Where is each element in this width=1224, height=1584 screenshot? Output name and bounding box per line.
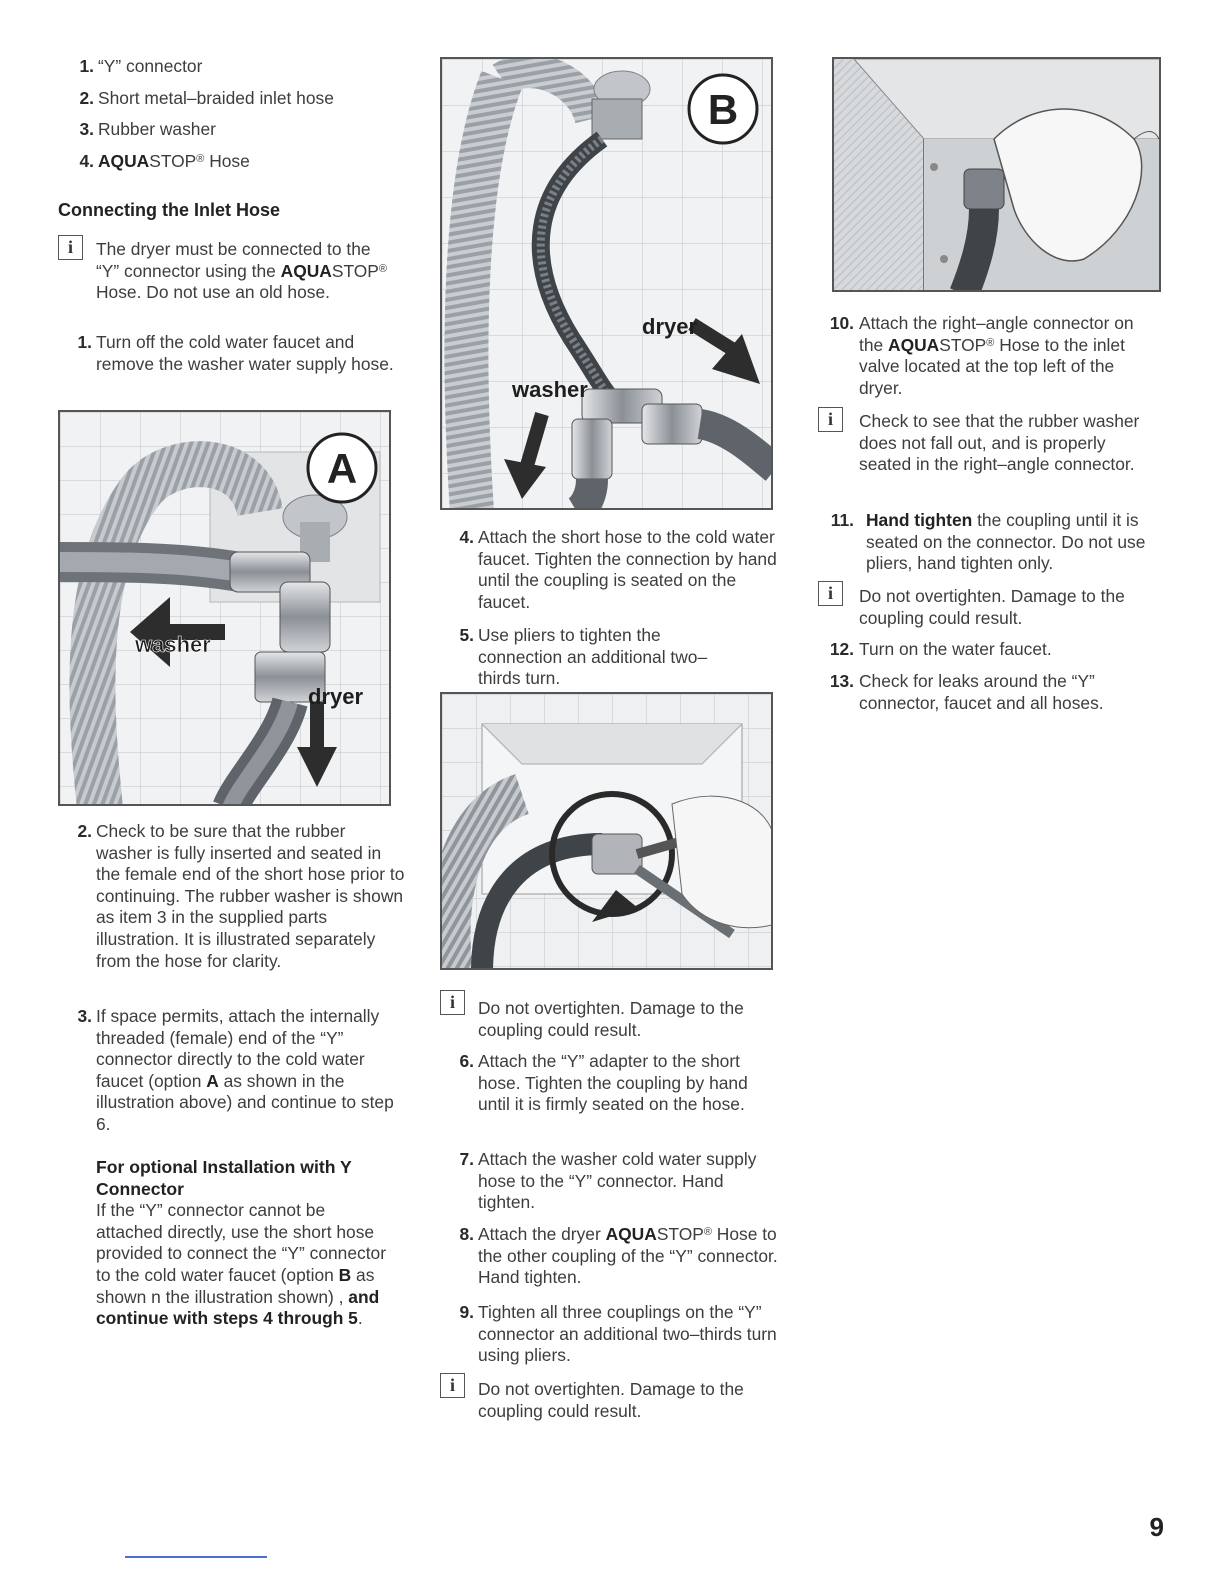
figure-b-washer-label: washer (512, 377, 588, 402)
brand-rest: STOP (656, 1224, 704, 1244)
brand-rest: STOP (331, 260, 379, 281)
figure-pliers-drawing (442, 694, 773, 970)
optional-text: as shown n the illustration shown) , (96, 1264, 375, 1307)
step-text: Attach the short hose to the cold water faucet. Tighten the connection by hand until the coupling is seated on the faucet. (478, 527, 777, 612)
step-text: Turn on the water faucet. (859, 639, 1052, 659)
list-number: 1. (79, 56, 94, 76)
step-text: Hose to the inlet valve located at the top left of the dryer. (859, 334, 1125, 398)
step-text: Attach the dryer (478, 1224, 606, 1244)
figure-a-drawing (60, 412, 391, 806)
step-number: 5. (459, 625, 474, 645)
registered-mark: ® (378, 262, 388, 275)
step-text: as shown in the illustration above) and continue to step 6. (96, 1070, 394, 1134)
info-icon: i (818, 407, 843, 432)
optional-heading: For optional Installation with Y Connector (96, 1157, 352, 1199)
info-note: Do not overtighten. Damage to the coupling could result. (478, 1379, 744, 1421)
figure-a-illustration (58, 410, 391, 806)
optional-installation-section (96, 1157, 396, 1330)
step-number: 11. (830, 510, 854, 530)
step-text: Turn off the cold water faucet and remove the washer water supply hose. (96, 332, 394, 374)
step-text: Attach the right–angle connector on the (859, 313, 1134, 355)
step-emphasis: Hand tighten (866, 510, 973, 530)
brand-bold: AQUA (888, 334, 940, 355)
brand-bold: AQUA (605, 1224, 657, 1244)
list-text: “Y” connector (98, 56, 203, 76)
figure-a-dryer-label: dryer (308, 684, 364, 709)
step-text: If space permits, attach the internally threaded (female) end of the “Y” connector directly to the cold water faucet (option (96, 1006, 380, 1091)
brand-rest: STOP (939, 334, 987, 355)
figure-b-badge: B (707, 86, 739, 133)
registered-mark: ® (703, 1226, 712, 1238)
figure-pliers-illustration (440, 692, 773, 970)
list-text: Hose (204, 151, 250, 171)
step-number: 1. (77, 332, 92, 352)
registered-mark: ® (986, 336, 995, 349)
list-text: Rubber washer (98, 119, 216, 139)
step-text: Check to be sure that the rubber washer is fully inserted and seated in the female end of the short hose prior to continuing. The rubber washer is shown as item 3 in the supplied parts illustration. It is illustrated separately from the hose for clarity. (96, 821, 405, 971)
step-text: Check for leaks around the “Y” connector, faucet and all hoses. (859, 671, 1104, 713)
figure-b-illustration (440, 57, 773, 510)
step-number: 6. (459, 1051, 474, 1071)
info-note: Do not overtighten. Damage to the coupling could result. (478, 998, 744, 1040)
step-text: Attach the “Y” adapter to the short hose. Tighten the coupling by hand until it is firmly seated on the hose. (478, 1051, 748, 1115)
optional-text: . (357, 1308, 363, 1329)
step-number: 8. (459, 1224, 474, 1244)
figure-b-drawing (442, 59, 773, 510)
step-text: Use pliers to tighten the connection an additional two–thirds turn. (478, 625, 708, 689)
step-text: Attach the washer cold water supply hose to the “Y” connector. Hand tighten. (478, 1149, 757, 1213)
info-icon: i (440, 990, 465, 1015)
brand-bold: AQUA (98, 151, 150, 171)
step-number: 3. (77, 1006, 92, 1026)
step-number: 2. (77, 821, 92, 841)
step-text: Hose to the other coupling of the “Y” connector. Hand tighten. (478, 1224, 778, 1288)
step-number: 4. (459, 527, 474, 547)
optional-text: If the “Y” connector cannot be attached directly, use the short hose provided to connect the “Y” connector to the cold water faucet (option (96, 1200, 387, 1285)
parts-list-item (74, 151, 394, 173)
step-text: the coupling until it is seated on the connector. Do not use pliers, hand tighten only. (866, 510, 1146, 574)
note-text: Hose. Do not use an old hose. (96, 282, 330, 303)
page-number: 9 (1149, 1512, 1164, 1542)
info-note (96, 239, 396, 304)
step-number: 9. (459, 1302, 474, 1322)
figure-a-washer-label: washer (135, 632, 211, 657)
figure-dryer-inlet-drawing (834, 59, 1161, 292)
brand-bold: AQUA (280, 260, 332, 281)
step-number: 13. (829, 671, 854, 691)
info-note: Check to see that the rubber washer does not fall out, and is properly seated in the right–angle connector. (859, 411, 1140, 475)
option-letter: A (206, 1070, 219, 1091)
step-number: 12. (829, 639, 854, 659)
step-number: 7. (459, 1149, 474, 1169)
figure-b-dryer-label: dryer (642, 314, 698, 339)
parts-list-item (74, 56, 394, 78)
figure-dryer-inlet-illustration (832, 57, 1161, 292)
info-note: Do not overtighten. Damage to the coupling could result. (859, 586, 1125, 628)
list-number: 2. (79, 88, 94, 108)
info-icon: i (440, 1373, 465, 1398)
figure-a-badge: A (326, 445, 358, 492)
parts-list-item (74, 88, 394, 110)
info-icon: i (58, 235, 83, 260)
list-text: Short metal–braided inlet hose (98, 88, 334, 108)
step-text: Tighten all three couplings on the “Y” connector an additional two–thirds turn using pliers. (478, 1302, 777, 1366)
parts-list-item (74, 119, 394, 141)
section-heading: Connecting the Inlet Hose (58, 200, 281, 220)
list-number: 4. (79, 151, 94, 171)
info-icon: i (818, 581, 843, 606)
registered-mark: ® (196, 153, 205, 165)
step-number: 10. (829, 313, 854, 333)
brand-rest: STOP (149, 151, 197, 171)
note-text: The dryer must be connected to the “Y” connector using the (96, 239, 371, 281)
footer-rule (125, 1556, 267, 1558)
list-number: 3. (79, 119, 94, 139)
optional-emphasis: and continue with steps 4 through 5 (96, 1286, 380, 1329)
option-letter: B (338, 1264, 352, 1285)
